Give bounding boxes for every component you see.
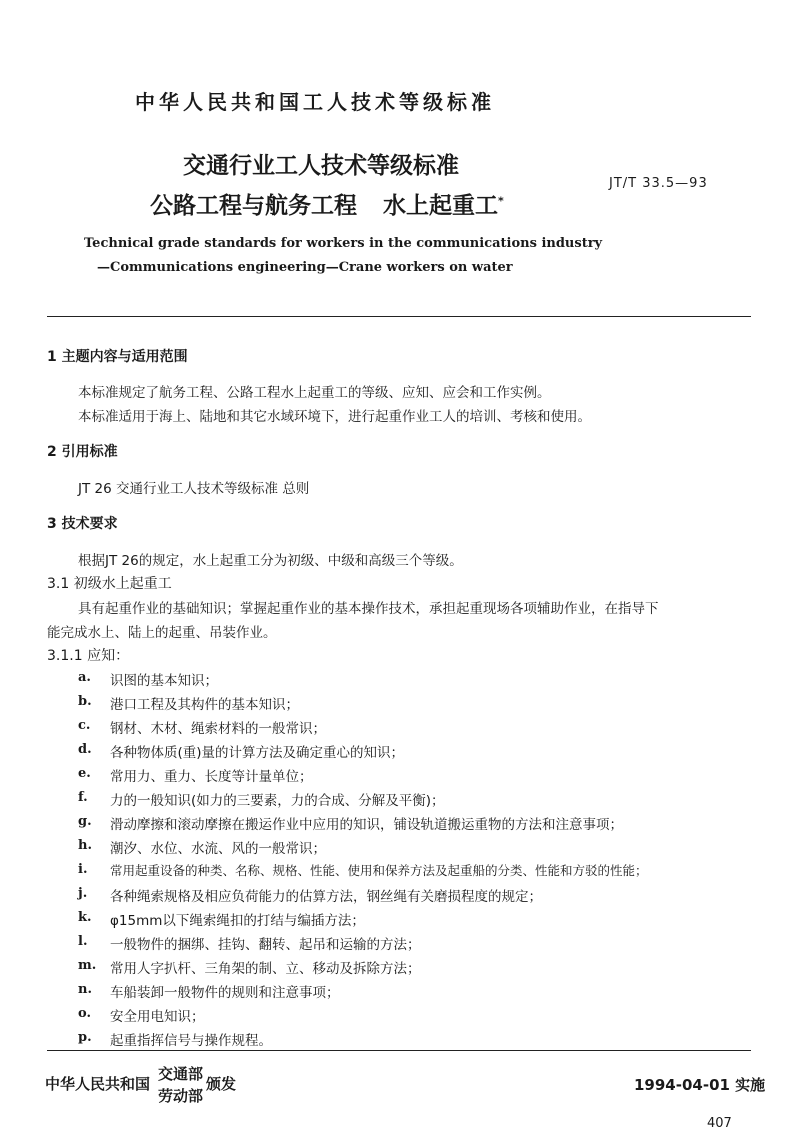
- item-text: 一般物件的捆绑、挂钩、翻转、起吊和运输的方法；: [110, 937, 421, 953]
- item-marker: h.: [78, 838, 92, 853]
- section-2-reference: JT 26 交通行业工人技术等级标准 总则: [78, 481, 310, 497]
- item-marker: i.: [78, 862, 88, 877]
- section-3-1-paragraph-line2: 能完成水上、陆上的起重、吊装作业。: [47, 625, 277, 641]
- item-text: 港口工程及其构件的基本知识；: [110, 697, 299, 713]
- section-2-heading: 2 引用标准: [47, 444, 118, 460]
- section-1-paragraph-2: 本标准适用于海上、陆地和其它水域环境下，进行起重作业工人的培训、考核和使用。: [78, 409, 591, 425]
- issuer-country: 中华人民共和国: [45, 1075, 151, 1093]
- document-title-line2: [150, 187, 504, 220]
- item-marker: p.: [78, 1030, 92, 1045]
- issue-word: 颁发: [206, 1075, 237, 1093]
- item-text: 各种物体质(重)量的计算方法及确定重心的知识；: [110, 745, 405, 761]
- item-marker: d.: [78, 742, 92, 757]
- issuer-ministry-transport: 交通部: [158, 1065, 204, 1083]
- item-marker: b.: [78, 694, 92, 709]
- page-number: 407: [707, 1116, 732, 1131]
- item-marker: g.: [78, 814, 92, 829]
- title-footnote-mark: *: [498, 194, 504, 208]
- item-marker: o.: [78, 1006, 91, 1021]
- item-text: 各种绳索规格及相应负荷能力的估算方法，钢丝绳有关磨损程度的规定；: [110, 889, 542, 905]
- issuing-ministries: [158, 1063, 203, 1107]
- item-marker: m.: [78, 958, 97, 973]
- item-text: 钢材、木材、绳索材料的一般常识；: [110, 721, 326, 737]
- english-title-line1: Technical grade standards for workers in the communications industry: [84, 236, 603, 251]
- item-marker: a.: [78, 670, 91, 685]
- section-3-1-1-heading: 3.1.1 应知：: [47, 648, 130, 664]
- item-marker: k.: [78, 910, 92, 925]
- item-marker: c.: [78, 718, 91, 733]
- item-marker: e.: [78, 766, 91, 781]
- header-divider: [47, 316, 751, 317]
- standard-series-title: 中华人民共和国工人技术等级标准: [135, 90, 495, 114]
- footer-divider: [47, 1050, 751, 1051]
- item-text: 安全用电知识；: [110, 1009, 205, 1025]
- item-text: 滑动摩擦和滚动摩擦在搬运作业中应用的知识，铺设轨道搬运重物的方法和注意事项；: [110, 817, 623, 833]
- item-text: φ15mm以下绳索绳扣的打结与编插方法；: [110, 913, 365, 929]
- item-text: 常用人字扒杆、三角架的制、立、移动及拆除方法；: [110, 961, 421, 977]
- item-text: 识图的基本知识；: [110, 673, 218, 689]
- section-3-1-heading: 3.1 初级水上起重工: [47, 576, 172, 592]
- item-marker: f.: [78, 790, 88, 805]
- item-marker: j.: [78, 886, 88, 901]
- title-part2: 水上起重工: [383, 193, 498, 219]
- section-1-paragraph-1: 本标准规定了航务工程、公路工程水上起重工的等级、应知、应会和工作实例。: [78, 385, 551, 401]
- section-3-1-paragraph-line1: 具有起重作业的基础知识；掌握起重作业的基本操作技术，承担起重现场各项辅助作业，在指导下: [78, 601, 659, 617]
- item-text: 潮汐、水位、水流、风的一般常识；: [110, 841, 326, 857]
- item-text: 常用力、重力、长度等计量单位；: [110, 769, 313, 785]
- effective-date: 1994-04-01 实施: [634, 1076, 766, 1094]
- item-text: 常用起重设备的种类、名称、规格、性能、使用和保养方法及起重船的分类、性能和方驳的性能；: [110, 863, 648, 878]
- issuer-ministry-labour: 劳动部: [158, 1087, 204, 1105]
- section-1-heading: 1 主题内容与适用范围: [47, 349, 188, 365]
- item-text: 车船装卸一般物件的规则和注意事项；: [110, 985, 340, 1001]
- item-text: 起重指挥信号与操作规程。: [110, 1033, 272, 1049]
- item-marker: n.: [78, 982, 92, 997]
- item-text: 力的一般知识(如力的三要素，力的合成、分解及平衡)；: [110, 793, 445, 809]
- title-part1: 公路工程与航务工程: [150, 193, 357, 219]
- item-marker: l.: [78, 934, 88, 949]
- document-title-line1: 交通行业工人技术等级标准: [183, 153, 459, 179]
- section-3-heading: 3 技术要求: [47, 516, 118, 532]
- section-3-paragraph: 根据JT 26的规定，水上起重工分为初级、中级和高级三个等级。: [78, 553, 463, 569]
- standard-code: JT/T 33.5—93: [609, 176, 708, 191]
- english-title-line2: —Communications engineering—Crane workers on water: [97, 260, 513, 275]
